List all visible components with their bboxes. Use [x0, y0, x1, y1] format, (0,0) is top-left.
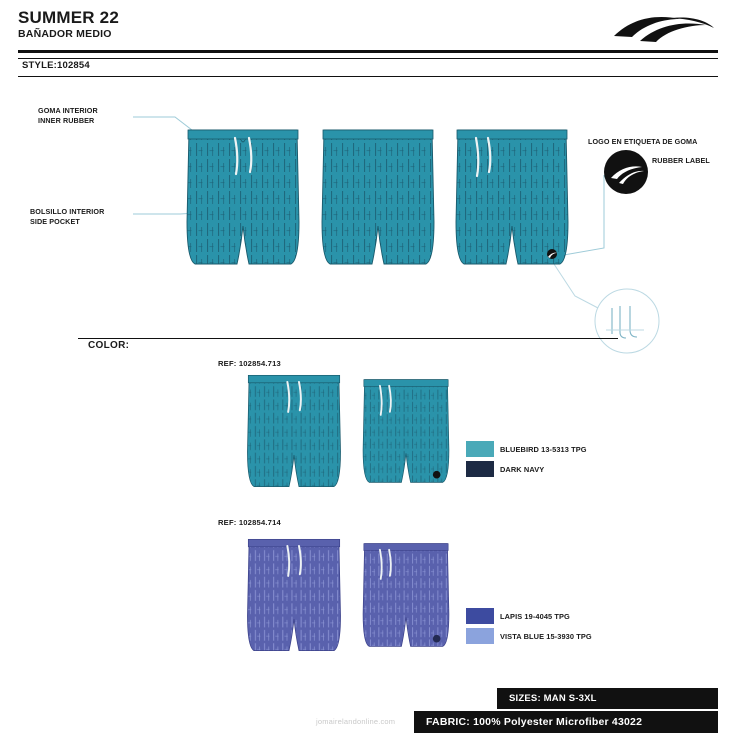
variant-2-back	[360, 536, 452, 659]
variant-1-ref: REF: 102854.713	[218, 359, 281, 368]
style-code: STYLE:102854	[22, 60, 90, 71]
rubber-label-on-garment	[547, 249, 557, 259]
variant-2-front	[243, 536, 345, 659]
fabric-bar: FABRIC: 100% Polyester Microfiber 43022	[414, 711, 718, 733]
callout-logo-label-en: RUBBER LABEL	[652, 156, 710, 165]
site-watermark: jomairelandonline.com	[316, 717, 396, 726]
variant-2-swatch-2	[466, 628, 592, 644]
sizes-bar: SIZES: MAN S-3XL	[497, 688, 718, 709]
swatch-chip	[466, 461, 494, 477]
shorts-front-view	[183, 126, 303, 273]
variant-1-swatch-1	[466, 441, 587, 457]
callout-side-pocket	[30, 207, 104, 226]
swatch-chip	[466, 628, 494, 644]
callout-inner-rubber	[38, 106, 98, 125]
color-section-heading: COLOR:	[88, 340, 130, 351]
variant-1-back	[360, 372, 452, 495]
shorts-side-view	[318, 126, 438, 273]
variant-2-swatch-1	[466, 608, 570, 624]
color-section-divider	[78, 338, 618, 339]
swatch-label: DARK NAVY	[500, 464, 545, 474]
callout-logo-label-es: LOGO EN ETIQUETA DE GOMA	[588, 137, 698, 146]
variant-1-front	[243, 372, 345, 495]
callout-side-pocket-es: BOLSILLO INTERIOR	[30, 207, 105, 216]
swatch-label: VISTA BLUE 15-3930 TPG	[500, 631, 592, 641]
shorts-back-view	[452, 126, 572, 273]
swatch-chip	[466, 441, 494, 457]
variant-1-swatch-2	[466, 461, 544, 477]
rubber-label-badge	[604, 150, 648, 194]
swatch-chip	[466, 608, 494, 624]
page-subtitle: BAÑADOR MEDIO	[18, 28, 112, 40]
swatch-label: BLUEBIRD 13-5313 TPG	[500, 444, 587, 454]
swatch-label: LAPIS 19-4045 TPG	[500, 611, 570, 621]
page-title: SUMMER 22	[18, 8, 119, 27]
callout-inner-rubber-en: INNER RUBBER	[38, 115, 95, 125]
variant-2-ref: REF: 102854.714	[218, 518, 281, 527]
callout-side-pocket-en: SIDE POCKET	[30, 216, 80, 226]
callout-inner-rubber-es: GOMA INTERIOR	[38, 106, 98, 115]
